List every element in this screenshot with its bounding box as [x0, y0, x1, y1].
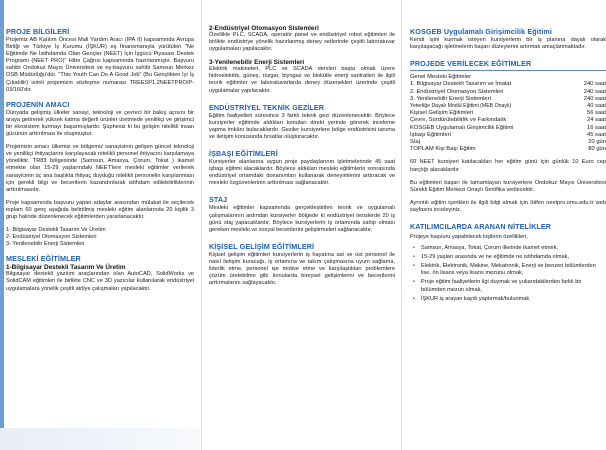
paragraph: Proje kapsamında başvuru yapan adaylar arasından mülakat ile seçilecek toplam 60 genç aşağıda belirtilmiş mesleki eğitim alanlarında 20 kişilik 3 grup halinde düzenlenecek eğitimlerden yararlanacaktır. [6, 199, 194, 220]
training-name: Yeterliğe Dayalı Modül Eğitimi (MEB Onaylı) [410, 103, 512, 109]
website-note: Ayrıntılı eğitim içerikleri ile ilgili bilgi almak için lütfen neetpro.omu.edu.tr web sayfasını inceleyiniz. [410, 199, 606, 213]
training-name: KOSGEB Uygulamalı Girişimcilik Eğitimi [410, 124, 514, 131]
section-text: Mesleki eğitimler kapsamında gerçekleştirilen teorik ve uygulamalı çalışmalarının ardından kursiyerler bölgede ki endüstriyel tesislerde 20 iş günü staj yapacaklardır. Böylece kursiyerlerin iş ortamında sahip olması gereken mesleki ve sosyal becerilerini geliştirmeleri sağlanacaktır. [209, 205, 395, 233]
list-item [410, 254, 606, 261]
list-item [410, 296, 606, 303]
list-item-text: Proje eğitim faaliyetlerin ilgi duymak ve yukarıdakilerden farklı bir bölümden mezun olmak, [421, 279, 582, 293]
bullet-icon: • [413, 245, 415, 252]
brochure-panel-left [0, 0, 200, 450]
section-title: KİŞİSEL GELİŞİM EĞİTİMLERİ [209, 241, 315, 251]
list-item: 1- Bilgisayar Destekli Tasarım Ve Üretim [6, 227, 106, 234]
subsection-title: 1-Bilgisayar Destekli Tasarım Ve Üretim [6, 264, 126, 272]
brochure-panel-right [404, 0, 606, 450]
training-duration: 24 saat [586, 117, 606, 124]
table-row [410, 81, 606, 88]
list-item-text: Elektrik, Elektronik, Makine, Mekatronik, Enerji ve benzeri bölümlerden lise, ön lisans veya lisans mezunu olmak, [421, 263, 596, 277]
training-table [410, 74, 606, 153]
section-text: Kendi işini kurmak isteyen kursiyerlerin bir iş planına dayalı olarak karşılaşacağı işletmelerin başarı düzeylerini artırmak amaçlanmaktadır. [410, 37, 606, 51]
bullet-icon: • [413, 279, 415, 286]
section-title: İŞBAŞI EĞİTİMLERİ [209, 149, 278, 159]
section-title: PROJEDE VERİLECEK EĞİTİMLER [410, 59, 532, 69]
list-item: 2- Endüstriyel Otomasyon Sistemleri [6, 234, 97, 241]
allowance-note: 60 NEET kursiyeri katılacakları her eğitim günü için günlük 10 Euro cep harçlığı alacaklardır [410, 159, 606, 173]
bullet-icon: • [413, 295, 415, 302]
list-item-text: 15-29 yaşları arasında ve ne eğitimde ne istihdamda olmak, [421, 254, 570, 261]
table-row [410, 125, 606, 132]
training-name: TOPLAM Kişi Başı Eğitim [410, 146, 476, 153]
table-row-total [410, 146, 606, 153]
training-duration: 40 saat [586, 103, 606, 109]
training-name: Kişisel Gelişim Eğitimleri [410, 110, 474, 117]
section-title: STAJ [209, 195, 228, 205]
section-title: PROJENİN AMACI [6, 99, 70, 109]
certificate-note: Bu eğitimleri başarı ile tamamlayan kursiyerlere Ondokuz Mayıs Üniversitesi Sürekli Eğitim Merkezi Onaylı Sertifika verilecektir. [410, 179, 606, 193]
section-teknik-geziler [209, 103, 395, 141]
table-row [410, 139, 606, 146]
section-enerji [209, 59, 395, 94]
training-name: 1. Bilgisayar Destekli Tasarım ve İmalat [410, 81, 512, 88]
subsection-title: 3-Yenilenebilir Enerji Sistemleri [209, 59, 305, 67]
section-otomasyon [209, 25, 395, 53]
section-proje-bilgileri [6, 27, 194, 94]
section-text: Kursiyerler alanlarına uygun proje paydaşlarının işletmelerinde 45 saat işbaşı eğitimi alacaklardır. Böylece aldıkları mesleki eğitimlerin sonrasında endüstriyel ortamdaki donanımları kullanarak deneyimlerini arttıracak ve mesleki özgüvenlerinin arttırılması sağlanacaktır. [209, 159, 395, 187]
list-item: 3- Yenilenebilir Enerji Sistemleri [6, 241, 85, 248]
list-item-text: Samsun, Amasya, Tokat, Çorum illerinde ikamet etmek, [421, 245, 558, 252]
section-title: KATILIMCILARDA ARANAN NİTELİKLER [410, 221, 552, 231]
section-verilecek-egitimler [410, 59, 606, 214]
section-kisisel-gelisim [209, 242, 395, 287]
bullet-icon: • [413, 263, 415, 270]
training-name: İşbaşı Eğitimleri [410, 131, 451, 138]
fold-line [201, 0, 202, 450]
training-name: Çevre, Sürdürülebilirlik ve Farkındalık [410, 117, 507, 124]
section-kosgeb [410, 27, 606, 51]
training-name: 3. Yenilenebilir Enerji Sistemleri [410, 95, 491, 102]
table-row [410, 96, 606, 103]
list-item [410, 245, 606, 252]
section-text: Özellikle PLC, SCADA, operatör panel ve endüstriyel robot eğitimleri ile birlikte endüstriye yönelik hazırlanmış deney setlerinde çeşitli laboratuvar uygulamaları yapılacaktır. [209, 32, 395, 53]
requirements-list [410, 245, 606, 303]
section-isbasi [209, 149, 395, 187]
paragraph: Dünyada gelişmiş ülkeler sanayi, teknoloji ve çevreci bir bakış açısını bir araya getirerek yüksek katma değerli ürünler üretmede yenilikçi ve girişimci bir ekosistem kurmayı başarmışlardır. Şüphesiz ki bu gelişim nitelikli insan gücünün arttırılması ile oluşmuştur. [6, 109, 194, 138]
divider [410, 70, 606, 71]
training-duration: 80 gün [588, 146, 606, 153]
table-row [410, 117, 606, 124]
section-title: MESLEKİ EĞİTİMLER [6, 254, 81, 264]
training-name: 2. Endüstriyel Otomasyon Sistemleri [410, 88, 504, 95]
table-row [410, 110, 606, 117]
section-mesleki-egitimler [6, 254, 194, 292]
decorative-band [0, 0, 4, 450]
section-projenin-amaci [6, 100, 194, 249]
training-duration: 240 saat [583, 88, 606, 95]
section-text: Projemiz AB Katılım Öncesi Mali Yardım Aracı (IPA II) kapsamında Avrupa Birliği ve Türkiye İş Kurumu (İŞKUR) eş finansmanıyla yürütülen "Ne Eğitimde Ne İstihdamda Olan Gençler (NEET) İçin İşgücü Piyasası Destek Programı (NEET PRO)" Hibe Çağrısı kapsamında hazırlanmıştır. Başvuru sahibi Ondokuz Mayıs Üniversitesi ve eş-başvuru sahibi Samsun Merkez OSB Müdürlüğü'dür. "This Youth Can Do A Good Job" (Bu Gençlikten İyi İş Çıkabilir) isimli projemizin sözleşme numarası TREESP1.2NEETPRO/P-03/160'dır. [6, 37, 194, 93]
table-row [410, 89, 606, 96]
brochure-panel-middle [205, 0, 398, 450]
table-row [410, 103, 606, 110]
list-item [410, 263, 606, 277]
paragraph: Projemizin amacı ülkemiz ve bölgemiz sanayisinin gelişen güncel teknoloji ve yenilikçi ihtiyaçlarını karşılayacak nitelikli personel ihtiyacını karşılamaya yöneliktir. TR83 bölgesinde (Samsun, Amasya, Çorum, Tokat ) ikamet etmekte olan 15-29 yaşlarındaki NEET'lere mesleki eğitimler verilerek sanayicinin üç ana başlıkta ihtiyaç duyduğu nitelikli personelin karşılanması için gerekli bilgi ve becerilerin kazandırılarak istihdam edilebilirliklerinin arttırılmasıdır. [6, 144, 194, 193]
fold-line [401, 0, 402, 450]
footer-band [0, 428, 200, 450]
section-intro: Projeye başvuru yapabilecek kişilerin özellikleri, [410, 233, 528, 240]
section-text: Elektrik makineleri, PLC ve SCADA dersleri başta olmak üzere hidroelektrik, güneş, rüzgar, biyogaz ve biokütle enerji santralleri ile ilgili teorik eğitimler ve laboratuvarlarda deney düzenekleri üzerinde çeşitli uygulamalar yapılacaktır. [209, 66, 395, 94]
training-area-list [6, 227, 194, 248]
table-row [410, 132, 606, 139]
section-text: Bilgisayar destekli yazılım araçlarından olan AutoCAD, SolidWorks ve SolidCAM eğitimleri ile birlikte CNC ve 3D yazıcılar kullanılarak endüstriyel uygulamalara yönelik çeşitli atölye çalışmaları yapılacaktır. [6, 271, 194, 292]
list-item-text: İŞKUR iş arayan kaydı yaptırmak/bulunmak. [421, 295, 531, 302]
training-duration: 56 saat [586, 110, 606, 117]
list-item [410, 279, 606, 293]
training-duration: 240 saat [583, 81, 606, 88]
section-title: PROJE BİLGİLERİ [6, 27, 70, 36]
section-text: Kişisel gelişim eğitimleri kursiyerlerin iş hayatına ast ve üst personel ile nasıl iletişim kuracağı, iş ortamına ve takım çalışmasına uyum sağlama, liderlik etme, personel işe motive etme ve karşılaştıkları problemlere çözüm üretebilme gibi konularda bireysel gelişimlerini ve becerilerini arttırmalarını sağlayacaktır. [209, 251, 395, 287]
section-text: Eğitim faaliyetleri süresince 3 farklı teknik gezi düzenlenecektir. Böylece kursiyerler eğitimde aldıkları konuları direkt yerinde görerek inceleme yapma imkânı bulacaklardır. Geziler kursiyerlere bölge endüstrisini tanıma ve iletişim konusunda fırsatlar oluşturacaktır. [209, 112, 395, 140]
training-duration [568, 74, 606, 81]
bullet-icon: • [413, 254, 415, 261]
section-staj [209, 195, 395, 233]
training-duration: 45 saat [586, 131, 606, 138]
section-katilimci-nitelikleri [410, 222, 606, 303]
section-title: ENDÜSTRİYEL TEKNİK GEZİLER [209, 102, 325, 112]
training-name: Genel Mesleki Eğitimler [410, 74, 471, 81]
training-duration: 16 saat [586, 124, 606, 131]
training-duration: 20 gün [588, 139, 606, 146]
section-title: KOSGEB Uygulamalı Girişimcilik Eğitimi [410, 27, 552, 36]
training-name: Staj [410, 139, 420, 146]
subsection-title: 2-Endüstriyel Otomasyon Sistemleri [209, 25, 319, 32]
training-duration: 240 saat [583, 95, 606, 102]
